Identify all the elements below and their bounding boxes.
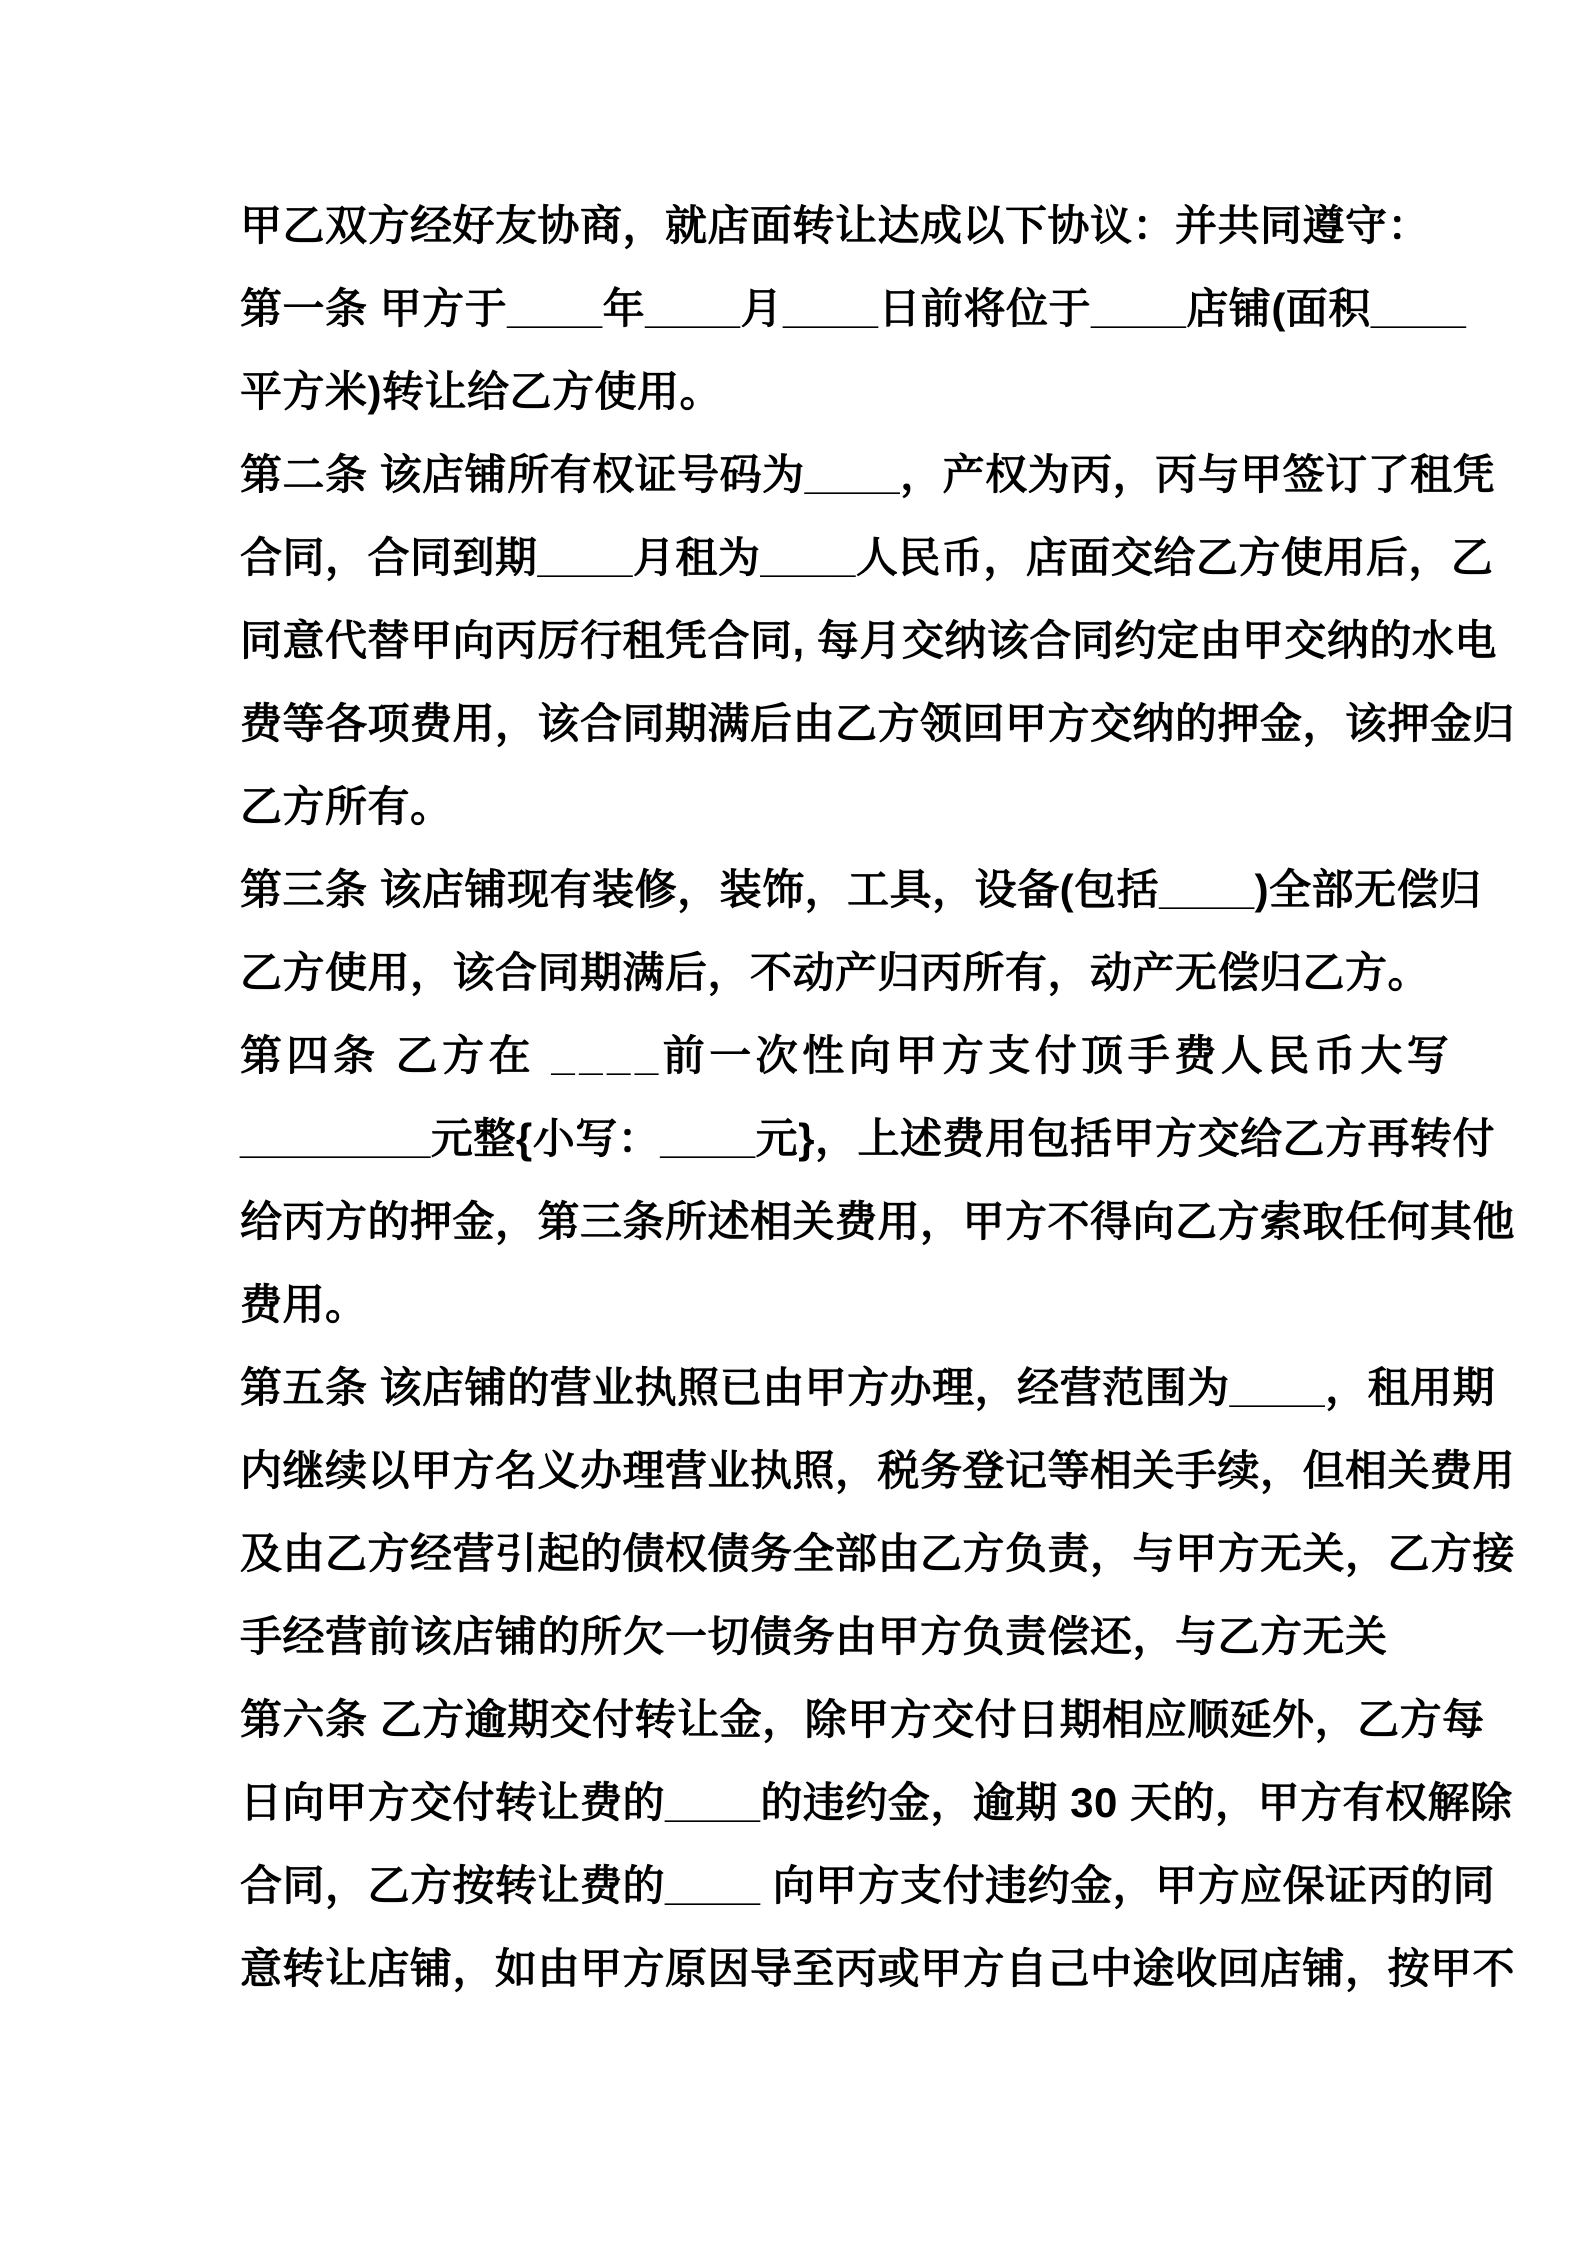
contract-line: 甲乙双方经好友协商，就店面转让达成以下协议：并共同遵守： <box>240 202 1431 249</box>
contract-line: 合同，乙方按转让费的____ 向甲方支付违约金，甲方应保证丙的同 <box>240 1862 1496 1909</box>
contract-line: 费用。 <box>240 1281 368 1328</box>
contract-line: 日向甲方交付转让费的____的违约金，逾期 30 天的，甲方有权解除 <box>240 1779 1513 1826</box>
contract-line: 第三条 该店铺现有装修，装饰，工具，设备(包括____)全部无偿归 <box>240 866 1482 913</box>
contract-line: 乙方所有。 <box>240 783 453 830</box>
contract-line: 给丙方的押金，第三条所述相关费用，甲方不得向乙方索取任何其他 <box>240 1198 1516 1245</box>
contract-line: 及由乙方经营引起的债权债务全部由乙方负责，与甲方无关，乙方接 <box>240 1530 1516 1577</box>
contract-line: 同意代替甲向丙厉行租凭合同, 每月交纳该合同约定由甲交纳的水电 <box>240 617 1497 664</box>
contract-line: 第六条 乙方逾期交付转让金，除甲方交付日期相应顺延外，乙方每 <box>240 1696 1485 1743</box>
contract-line: 第五条 该店铺的营业执照已由甲方办理，经营范围为____，租用期 <box>240 1364 1496 1411</box>
contract-line: 平方米)转让给乙方使用。 <box>240 368 722 415</box>
contract-line: 意转让店铺，如由甲方原因导至丙或甲方自己中途收回店铺，按甲不 <box>240 1945 1516 1992</box>
contract-line: 费等各项费用，该合同期满后由乙方领回甲方交纳的押金，该押金归 <box>240 700 1516 747</box>
contract-line: 第一条 甲方于____年____月____日前将位于____店铺(面积____ <box>240 285 1467 332</box>
contract-line: 内继续以甲方名义办理营业执照，税务登记等相关手续，但相关费用 <box>240 1447 1516 1494</box>
contract-line: 第二条 该店铺所有权证号码为____，产权为丙，丙与甲签订了租凭 <box>240 451 1496 498</box>
contract-line: 合同，合同到期____月租为____人民币，店面交给乙方使用后，乙 <box>240 534 1494 581</box>
contract-line: 第四条 乙方在 ____前一次性向甲方支付顶手费人民币大写 <box>240 1032 1454 1079</box>
contract-line: 手经营前该店铺的所欠一切债务由甲方负责偿还，与乙方无关 <box>240 1613 1388 1660</box>
contract-line: 乙方使用，该合同期满后，不动产归丙所有，动产无偿归乙方。 <box>240 949 1431 996</box>
contract-line: ________元整{小写：____元}，上述费用包括甲方交给乙方再转付 <box>240 1115 1495 1162</box>
contract-text-body <box>240 184 1516 2010</box>
